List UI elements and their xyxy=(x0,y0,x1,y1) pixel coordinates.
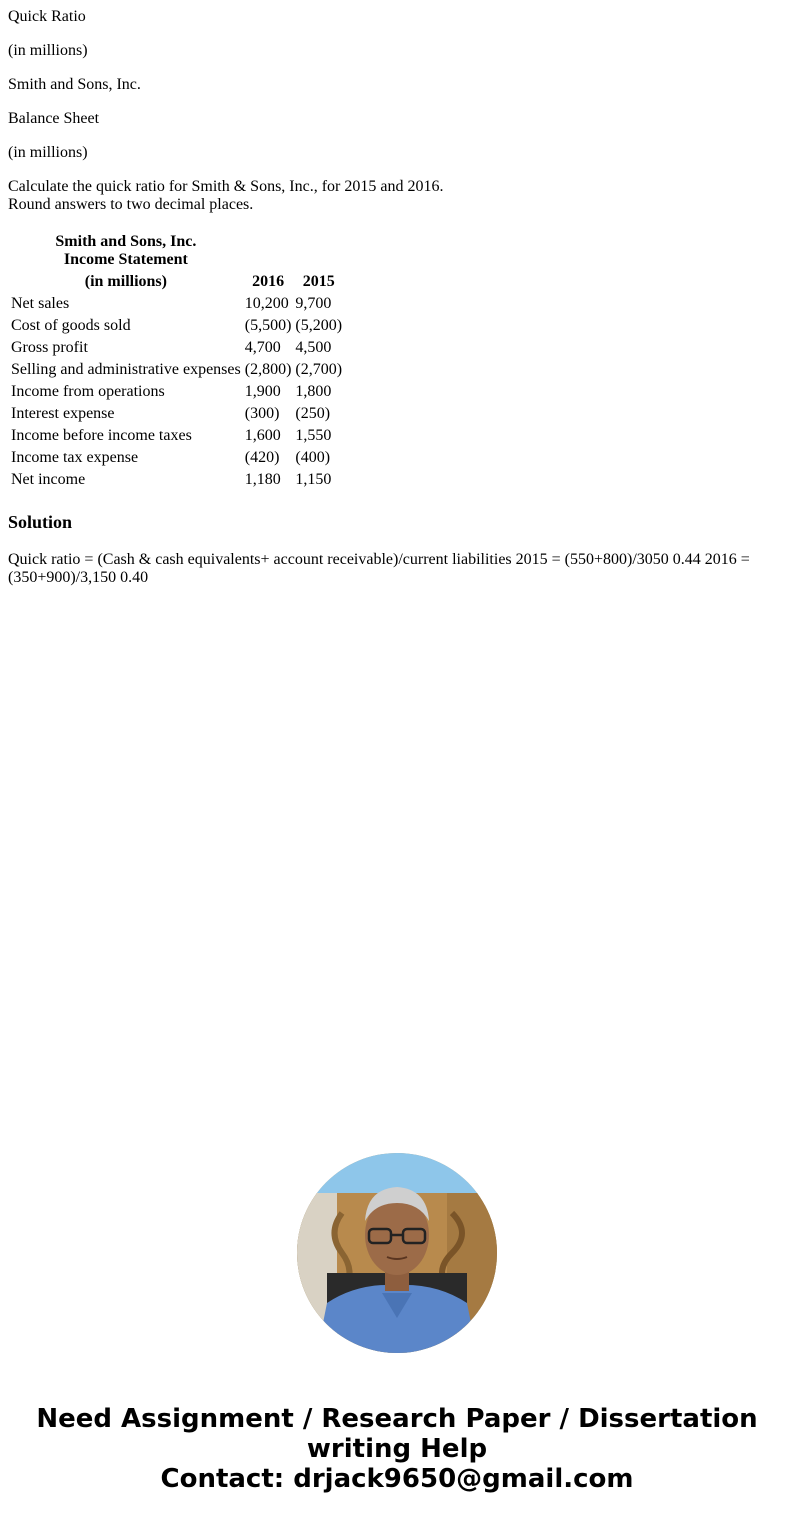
row-value-2015: 9,700 xyxy=(295,295,332,312)
row-label: Interest expense xyxy=(11,405,115,422)
promo-contact: Contact: drjack9650@gmail.com xyxy=(160,1464,634,1494)
row-label: Net income xyxy=(11,471,86,488)
question-line-2: Round answers to two decimal places. xyxy=(8,196,254,213)
promo-line-1: Need Assignment / Research Paper / Dissertation xyxy=(36,1404,758,1434)
row-value-2016: 1,180 xyxy=(244,471,281,488)
header-line-units: (in millions) xyxy=(8,42,88,59)
table-title xyxy=(10,232,242,270)
row-value-2016: 1,900 xyxy=(244,383,281,400)
header-line-quick-ratio: Quick Ratio xyxy=(8,8,86,25)
row-value-2015: 4,500 xyxy=(295,339,332,356)
row-value-2015: 1,800 xyxy=(295,383,332,400)
row-value-2016: (420) xyxy=(244,449,280,466)
row-label: Gross profit xyxy=(11,339,88,356)
table-title-row xyxy=(10,232,343,270)
row-value-2015: (2,700) xyxy=(295,361,343,378)
table-row xyxy=(10,338,343,358)
column-header-units: (in millions) xyxy=(84,273,167,290)
row-value-2015: 1,550 xyxy=(295,427,332,444)
question-text xyxy=(8,178,786,214)
table-row xyxy=(10,404,343,424)
solution-text: Quick ratio = (Cash & cash equivalents+ account receivable)/current liabilities 2015 = (550+800)/3050 0.44 2016 = (350+900)/3,150 0.40 xyxy=(8,551,750,586)
column-header-2016: 2016 xyxy=(252,273,285,290)
table-row xyxy=(10,448,343,468)
table-row xyxy=(10,382,343,402)
row-value-2016: (300) xyxy=(244,405,280,422)
solution-heading: Solution xyxy=(8,512,73,532)
column-header-2015: 2015 xyxy=(302,273,335,290)
table-title-statement: Income Statement xyxy=(63,251,188,268)
row-value-2015: 1,150 xyxy=(295,471,332,488)
row-value-2015: (250) xyxy=(295,405,331,422)
table-row xyxy=(10,426,343,446)
question-line-1: Calculate the quick ratio for Smith & Sons, Inc., for 2015 and 2016. xyxy=(8,178,444,195)
row-label: Cost of goods sold xyxy=(11,317,131,334)
header-line-company: Smith and Sons, Inc. xyxy=(8,76,141,93)
row-label: Income from operations xyxy=(11,383,165,400)
row-label: Income tax expense xyxy=(11,449,139,466)
row-label: Net sales xyxy=(11,295,70,312)
row-value-2015: (5,200) xyxy=(295,317,343,334)
table-title-company: Smith and Sons, Inc. xyxy=(55,233,197,250)
promo-banner xyxy=(0,1404,794,1494)
table-row xyxy=(10,294,343,314)
row-value-2016: 10,200 xyxy=(244,295,289,312)
author-portrait-image xyxy=(297,1153,497,1353)
promo-line-2: writing Help xyxy=(306,1434,488,1464)
row-value-2016: (2,800) xyxy=(244,361,292,378)
row-value-2016: 1,600 xyxy=(244,427,281,444)
author-avatar xyxy=(297,1153,497,1353)
table-row xyxy=(10,316,343,336)
document-body xyxy=(8,0,786,587)
row-label: Selling and administrative expenses xyxy=(11,361,241,378)
table-header-row xyxy=(10,272,343,292)
table-row xyxy=(10,360,343,380)
income-statement-table xyxy=(8,230,345,492)
header-line-balance-sheet: Balance Sheet xyxy=(8,110,100,127)
table-row xyxy=(10,470,343,490)
row-value-2015: (400) xyxy=(295,449,331,466)
row-label: Income before income taxes xyxy=(11,427,192,444)
header-line-units-2: (in millions) xyxy=(8,144,88,161)
row-value-2016: 4,700 xyxy=(244,339,281,356)
row-value-2016: (5,500) xyxy=(244,317,292,334)
